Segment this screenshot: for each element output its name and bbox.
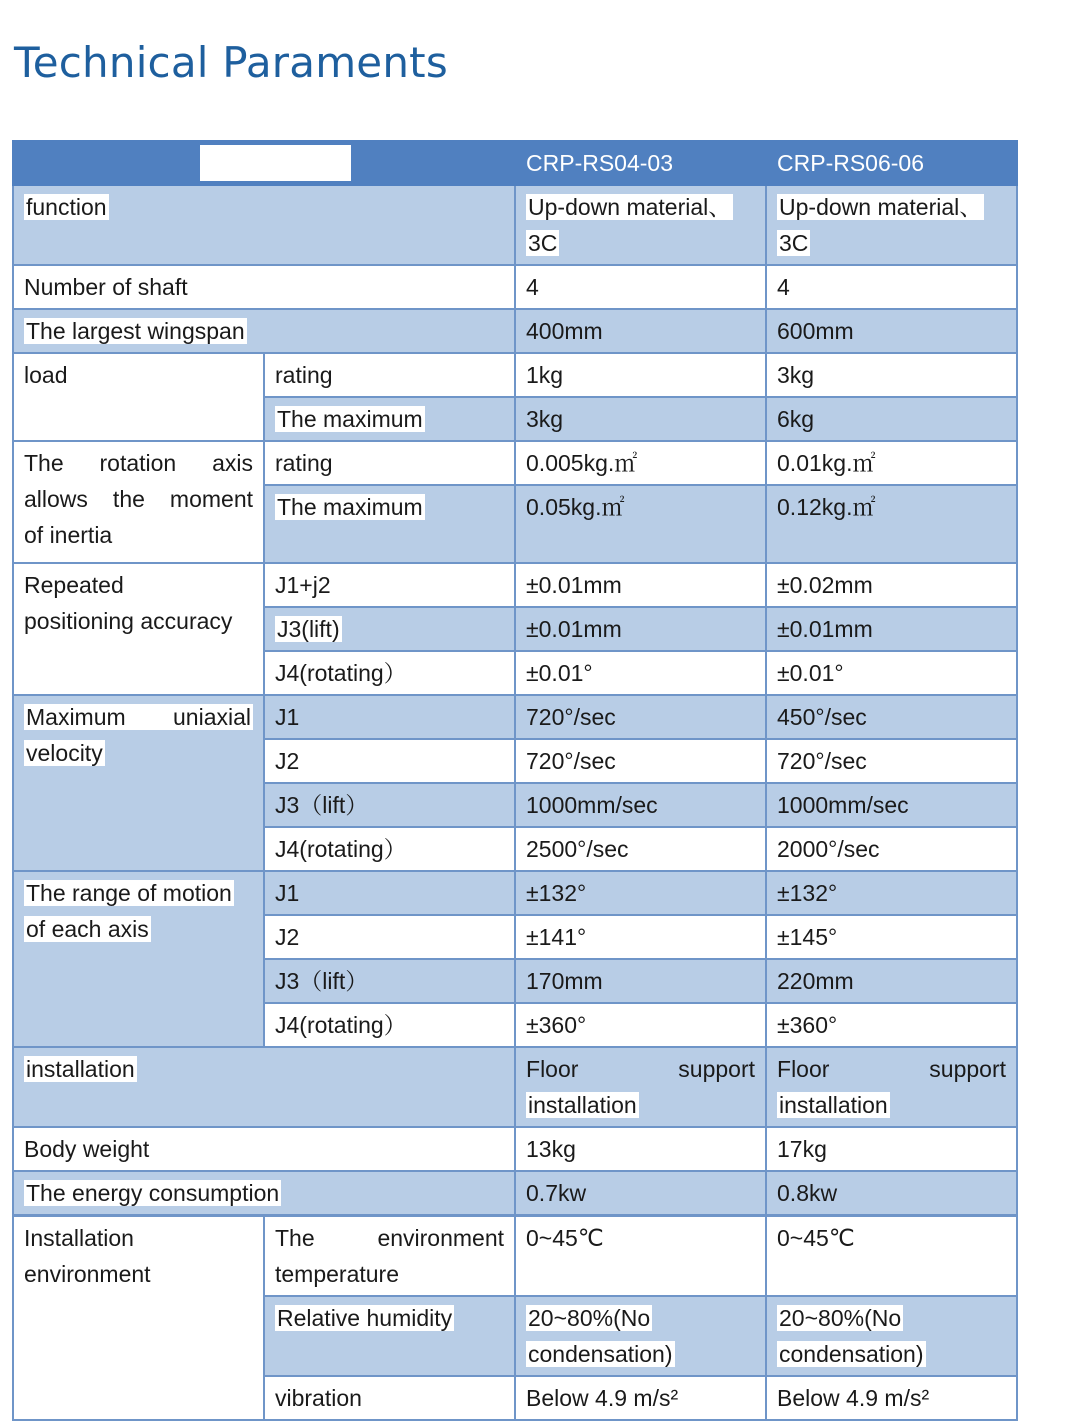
- table-row: [13, 563, 1017, 607]
- row-label-installation: installation: [13, 1047, 515, 1127]
- table-row: [13, 441, 1017, 485]
- table-row: [13, 309, 1017, 353]
- cell-range-j2-model2: ±145°: [766, 915, 1017, 959]
- cell-velocity-j4-model2: 2000°/sec: [766, 827, 1017, 871]
- table-row: [13, 1047, 1017, 1127]
- cell-energy-model2: 0.8kw: [766, 1171, 1017, 1216]
- cell-repeat-j3-model1: ±0.01mm: [515, 607, 766, 651]
- cell-repeat-j4-model2: ±0.01°: [766, 651, 1017, 695]
- cell-load-max-model1: 3kg: [515, 397, 766, 441]
- sub-label-load-rating: rating: [264, 353, 515, 397]
- sub-label-repeat-j12: J1+j2: [264, 563, 515, 607]
- spec-table: [12, 140, 1018, 1421]
- cell-range-j3-model2: 220mm: [766, 959, 1017, 1003]
- sub-label-repeat-j3: J3(lift): [264, 607, 515, 651]
- cell-velocity-j4-model1: 2500°/sec: [515, 827, 766, 871]
- cell-energy-model1: 0.7kw: [515, 1171, 766, 1216]
- cell-env-humidity-model2: 20~80%(No condensation): [766, 1296, 1017, 1376]
- table-row: [13, 695, 1017, 739]
- cell-env-vibration-model1: Below 4.9 m/s²: [515, 1376, 766, 1420]
- row-label-function: function: [13, 185, 515, 265]
- cell-env-humidity-model1: 20~80%(No condensation): [515, 1296, 766, 1376]
- cell-inertia-max-model1: 0.05kg.㎡: [515, 485, 766, 563]
- cell-env-temp-model2: 0~45℃: [766, 1216, 1017, 1297]
- table-row: [13, 1171, 1017, 1216]
- table-row: [13, 1216, 1017, 1297]
- sub-label-env-temp: The environment temperature: [264, 1216, 515, 1297]
- row-label-energy: The energy consumption: [13, 1171, 515, 1216]
- sub-label-inertia-rating: rating: [264, 441, 515, 485]
- row-label-load: load: [13, 353, 264, 441]
- sub-label-range-j1: J1: [264, 871, 515, 915]
- cell-function-model1: Up-down material、 3C: [515, 185, 766, 265]
- cell-weight-model1: 13kg: [515, 1127, 766, 1171]
- sub-label-velocity-j3: J3（lift）: [264, 783, 515, 827]
- cell-range-j1-model2: ±132°: [766, 871, 1017, 915]
- row-label-range: The range of motion of each axis: [13, 871, 264, 1047]
- cell-velocity-j2-model1: 720°/sec: [515, 739, 766, 783]
- cell-function-model2: Up-down material、 3C: [766, 185, 1017, 265]
- cell-range-j4-model1: ±360°: [515, 1003, 766, 1047]
- sub-label-inertia-max: The maximum: [264, 485, 515, 563]
- cell-installation-model2: Floor support installation: [766, 1047, 1017, 1127]
- cell-shaft-model2: 4: [766, 265, 1017, 309]
- cell-velocity-j1-model2: 450°/sec: [766, 695, 1017, 739]
- model-2-header: CRP-RS06-06: [766, 141, 1017, 185]
- cell-velocity-j3-model1: 1000mm/sec: [515, 783, 766, 827]
- cell-inertia-max-model2: 0.12kg.㎡: [766, 485, 1017, 563]
- table-row: [13, 871, 1017, 915]
- cell-velocity-j3-model2: 1000mm/sec: [766, 783, 1017, 827]
- sub-label-velocity-j1: J1: [264, 695, 515, 739]
- row-label-inertia: The rotation axis allows the moment of inertia: [13, 441, 264, 563]
- cell-installation-model1: Floor support installation: [515, 1047, 766, 1127]
- cell-inertia-rating-model1: 0.005kg.㎡: [515, 441, 766, 485]
- header-row: [13, 141, 1017, 185]
- sub-label-load-max: The maximum: [264, 397, 515, 441]
- cell-range-j4-model2: ±360°: [766, 1003, 1017, 1047]
- row-label-weight: Body weight: [13, 1127, 515, 1171]
- sub-label-velocity-j2: J2: [264, 739, 515, 783]
- cell-repeat-j12-model1: ±0.01mm: [515, 563, 766, 607]
- cell-wingspan-model1: 400mm: [515, 309, 766, 353]
- row-label-wingspan: The largest wingspan: [13, 309, 515, 353]
- cell-velocity-j1-model1: 720°/sec: [515, 695, 766, 739]
- cell-load-max-model2: 6kg: [766, 397, 1017, 441]
- sub-label-velocity-j4: J4(rotating）: [264, 827, 515, 871]
- row-label-environment: Installation environment: [13, 1216, 264, 1421]
- cell-repeat-j3-model2: ±0.01mm: [766, 607, 1017, 651]
- product-mode-header: Product mode: [13, 141, 515, 185]
- sub-label-range-j3: J3（lift）: [264, 959, 515, 1003]
- table-row: [13, 353, 1017, 397]
- cell-range-j3-model1: 170mm: [515, 959, 766, 1003]
- cell-env-temp-model1: 0~45℃: [515, 1216, 766, 1297]
- cell-wingspan-model2: 600mm: [766, 309, 1017, 353]
- page-title: Technical Paraments: [14, 38, 448, 87]
- cell-inertia-rating-model2: 0.01kg.㎡: [766, 441, 1017, 485]
- table-row: [13, 185, 1017, 265]
- sub-label-range-j2: J2: [264, 915, 515, 959]
- model-1-header: CRP-RS04-03: [515, 141, 766, 185]
- cell-range-j1-model1: ±132°: [515, 871, 766, 915]
- cell-load-rating-model1: 1kg: [515, 353, 766, 397]
- cell-velocity-j2-model2: 720°/sec: [766, 739, 1017, 783]
- sub-label-env-humidity: Relative humidity: [264, 1296, 515, 1376]
- table-row: [13, 265, 1017, 309]
- sub-label-repeat-j4: J4(rotating）: [264, 651, 515, 695]
- row-label-velocity: Maximum uniaxial velocity: [13, 695, 264, 871]
- sub-label-env-vibration: vibration: [264, 1376, 515, 1420]
- table-row: [13, 1127, 1017, 1171]
- sub-label-range-j4: J4(rotating）: [264, 1003, 515, 1047]
- cell-load-rating-model2: 3kg: [766, 353, 1017, 397]
- cell-repeat-j4-model1: ±0.01°: [515, 651, 766, 695]
- row-label-repeat: Repeated positioning accuracy: [13, 563, 264, 695]
- cell-repeat-j12-model2: ±0.02mm: [766, 563, 1017, 607]
- cell-shaft-model1: 4: [515, 265, 766, 309]
- cell-weight-model2: 17kg: [766, 1127, 1017, 1171]
- cell-range-j2-model1: ±141°: [515, 915, 766, 959]
- cell-env-vibration-model2: Below 4.9 m/s²: [766, 1376, 1017, 1420]
- row-label-shaft: Number of shaft: [13, 265, 515, 309]
